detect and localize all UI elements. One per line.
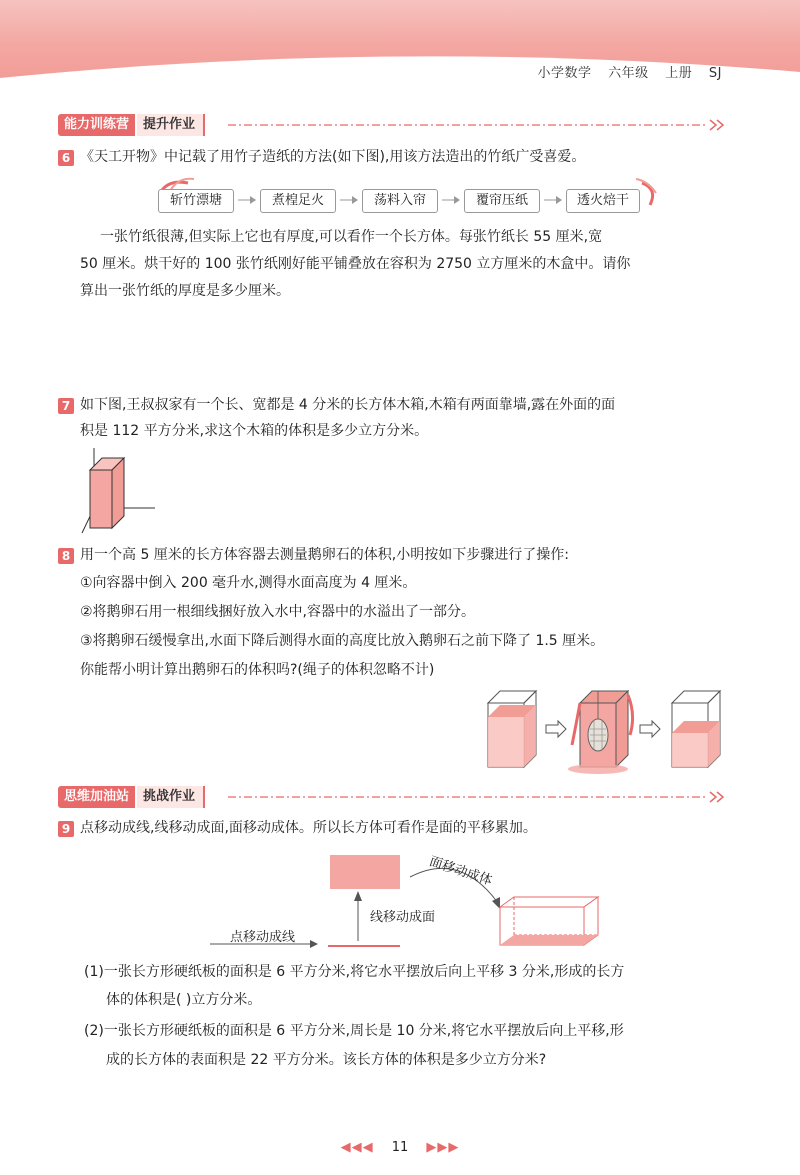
page-number-value: 11 — [391, 1140, 409, 1155]
section-sublabel: 挑战作业 — [137, 786, 205, 808]
q9-sub1-line2: 体的体积是( )立方分米。 — [106, 992, 262, 1008]
q9-sub1-line1: (1)一张长方形硬纸板的面积是 6 平方分米,将它水平摆放后向上平移 3 分米,形成的长方 — [84, 964, 625, 980]
process-step-3: 荡料入帘 — [362, 189, 438, 213]
q8-step1: ①向容器中倒入 200 毫升水,测得水面高度为 4 厘米。 — [80, 575, 417, 591]
section-divider-1 — [228, 117, 728, 133]
q6-paragraph-line3: 算出一张竹纸的厚度是多少厘米。 — [80, 283, 290, 299]
question-number-7: 7 — [58, 398, 74, 414]
pebble-experiment-figure — [480, 685, 725, 780]
header-grade: 六年级 — [608, 66, 649, 81]
header-info — [525, 62, 722, 81]
header-edition: SJ — [708, 66, 722, 81]
q8-question: 你能帮小明计算出鹅卵石的体积吗?(绳子的体积忽略不计) — [80, 662, 435, 678]
q6-paragraph-line1: 一张竹纸很薄,但实际上它也有厚度,可以看作一个长方体。每张竹纸长 55 厘米,宽 — [100, 229, 603, 245]
section-label: 思维加油站 — [58, 786, 135, 808]
header-volume: 上册 — [665, 66, 693, 81]
section-label: 能力训练营 — [58, 114, 135, 136]
q8-step3: ③将鹅卵石缓慢拿出,水面下降后测得水面的高度比放入鹅卵石之前下降了 1.5 厘米。 — [80, 633, 605, 649]
process-step-2: 煮楻足火 — [260, 189, 336, 213]
q7-line1: 如下图,王叔叔家有一个长、宽都是 4 分米的长方体木箱,木箱有两面靠墙,露在外面的面 — [80, 397, 616, 413]
q8-step2: ②将鹅卵石用一根细线捆好放入水中,容器中的水溢出了一部分。 — [80, 604, 475, 620]
question-number-9: 9 — [58, 821, 74, 837]
section-sublabel: 提升作业 — [137, 114, 205, 136]
prev-arrows-icon: ◀◀◀ — [340, 1140, 374, 1155]
q6-paragraph-line2: 50 厘米。烘干好的 100 张竹纸刚好能平铺叠放在容积为 2750 立方厘米的木盒中。请你 — [80, 256, 631, 272]
page-number — [0, 1140, 800, 1155]
q7-line2: 积是 112 平方分米,求这个木箱的体积是多少立方分米。 — [80, 423, 429, 439]
chevron-right-icon — [710, 120, 723, 130]
question-number-8: 8 — [58, 548, 74, 564]
q9-sub2-line1: (2)一张长方形硬纸板的面积是 6 平方分米,周长是 10 分米,将它水平摆放后向上平移,形 — [84, 1023, 624, 1039]
section-bar-ability — [58, 114, 205, 136]
q8-line1: 用一个高 5 厘米的长方体容器去测量鹅卵石的体积,小明按如下步骤进行了操作: — [80, 547, 569, 563]
section-divider-2 — [228, 789, 728, 805]
chevron-right-icon — [710, 792, 723, 802]
label-line-to-face: 线移动成面 — [370, 910, 436, 925]
wooden-box-figure — [80, 448, 160, 538]
next-arrows-icon: ▶▶▶ — [426, 1140, 460, 1155]
process-step-4: 覆帘压纸 — [464, 189, 540, 213]
label-face-to-body: 面移动成体 — [427, 854, 494, 889]
process-step-1: 斩竹漂塘 — [158, 189, 234, 213]
section-bar-challenge — [58, 786, 205, 808]
q9-sub2-line2: 成的长方体的表面积是 22 平方分米。该长方体的体积是多少立方分米? — [106, 1052, 547, 1068]
q6-line1: 《天工开物》中记载了用竹子造纸的方法(如下图),用该方法造出的竹纸广受喜爱。 — [80, 149, 586, 165]
q9-line1: 点移动成线,线移动成面,面移动成体。所以长方体可看作是面的平移累加。 — [80, 820, 537, 836]
header-subject: 小学数学 — [537, 66, 592, 81]
label-point-to-line: 点移动成线 — [230, 930, 296, 945]
process-step-5: 透火焙干 — [566, 189, 640, 213]
question-number-6: 6 — [58, 150, 74, 166]
